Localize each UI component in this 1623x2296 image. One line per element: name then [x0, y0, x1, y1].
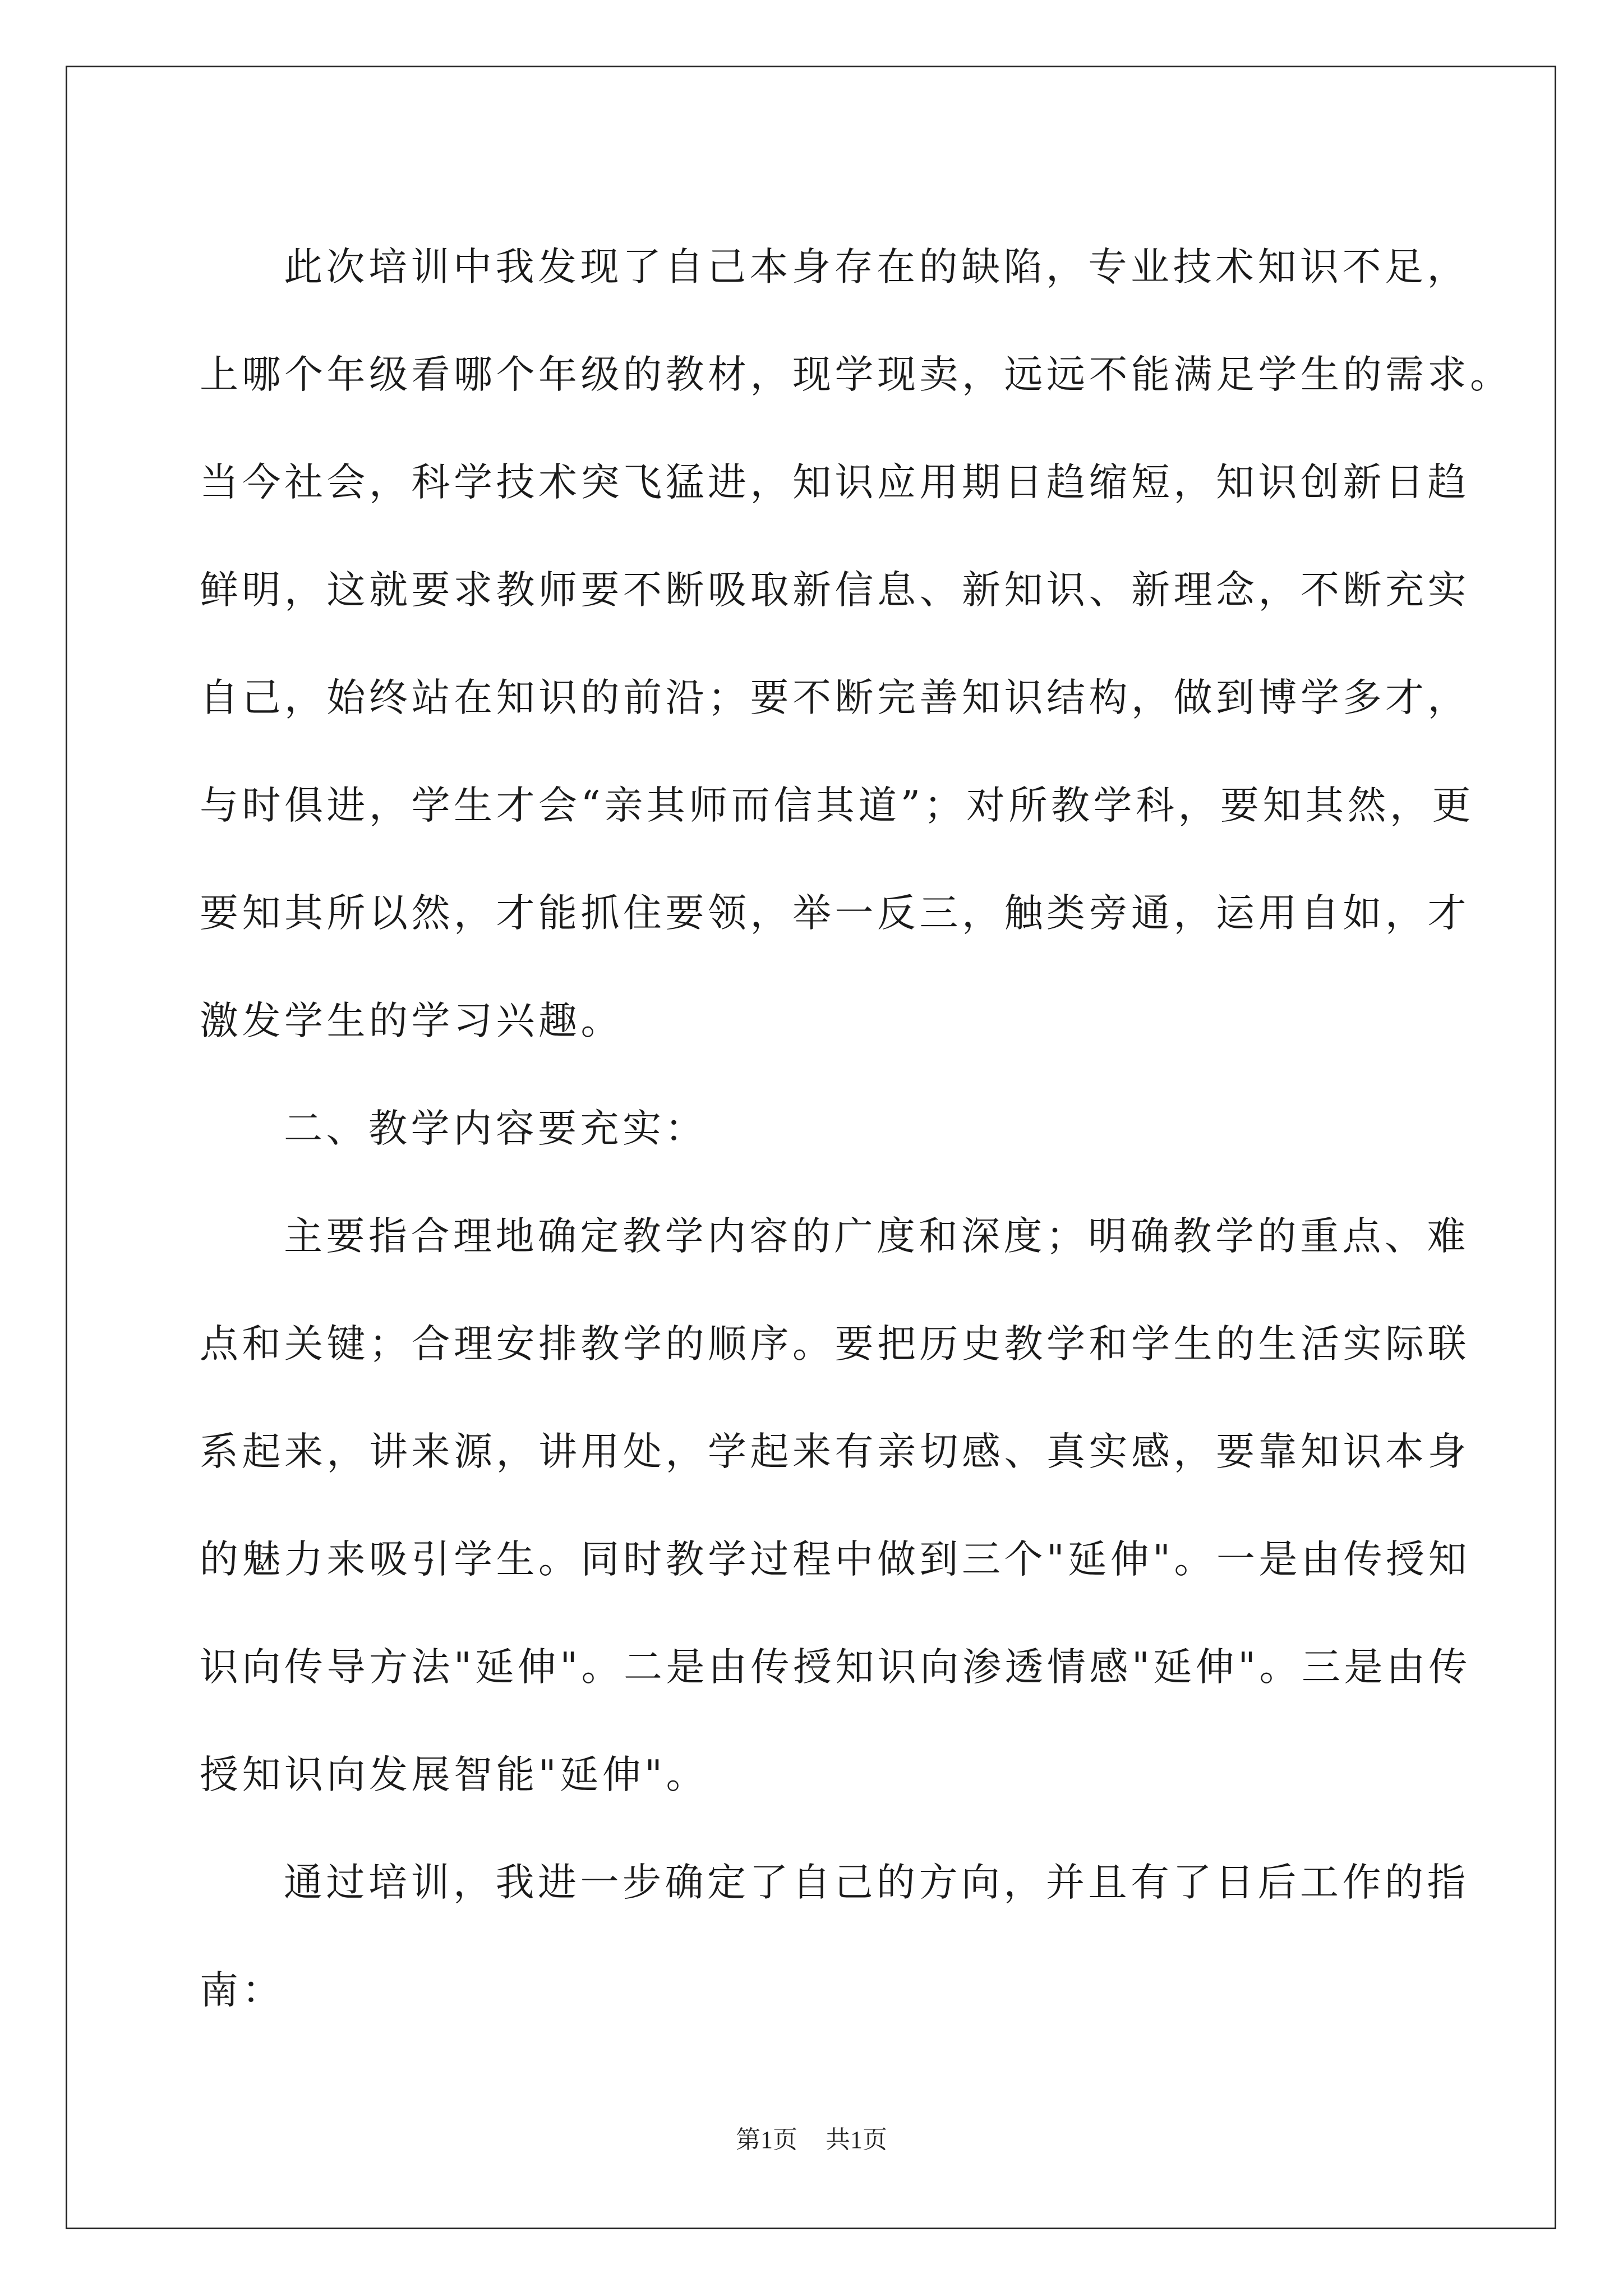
- document-body: [200, 213, 1513, 2044]
- text-line: 授知识向发展智能"延伸"。: [200, 1752, 708, 1797]
- text-line: 主要指合理地确定教学内容的广度和深度；明确教学的重点、难: [284, 1214, 1469, 1259]
- text-line: 与时俱进，学生才会“亲其师而信其道”；对所教学科，要知其然，更: [200, 783, 1475, 828]
- text-line: 系起来，讲来源，讲用处，学起来有亲切感、真实感，要靠知识本身: [200, 1429, 1470, 1474]
- page-number-total: 共1页: [826, 2126, 887, 2154]
- text-line: 通过培训，我进一步确定了自己的方向，并且有了日后工作的指: [284, 1860, 1469, 1905]
- text-line: 鲜明，这就要求教师要不断吸取新信息、新知识、新理念，不断充实: [200, 568, 1470, 613]
- section-heading: 二、教学内容要充实：: [284, 1106, 707, 1151]
- text-line: 激发学生的学习兴趣。: [200, 999, 623, 1043]
- text-line: 当今社会，科学技术突飞猛进，知识应用期日趋缩短，知识创新日趋: [200, 460, 1470, 505]
- page-footer: [0, 2119, 1623, 2155]
- text-line: 识向传导方法"延伸"。二是由传授知识向渗透情感"延伸"。三是由传: [200, 1645, 1471, 1690]
- text-line: 自己，始终站在知识的前沿；要不断完善知识结构，做到博学多才，: [200, 675, 1470, 720]
- text-line: 要知其所以然，才能抓住要领，举一反三，触类旁通，运用自如，才: [200, 891, 1470, 936]
- text-line: 南：: [200, 1968, 284, 2013]
- page-number-current: 第1页: [736, 2126, 797, 2154]
- text-line: 此次培训中我发现了自己本身存在的缺陷，专业技术知识不足，: [284, 245, 1469, 289]
- text-line: 点和关键；合理安排教学的顺序。要把历史教学和学生的生活实际联: [200, 1322, 1470, 1366]
- text-line: 上哪个年级看哪个年级的教材，现学现卖，远远不能满足学生的需求。: [200, 352, 1513, 397]
- text-line: 的魅力来吸引学生。同时教学过程中做到三个"延伸"。一是由传授知: [200, 1537, 1470, 1582]
